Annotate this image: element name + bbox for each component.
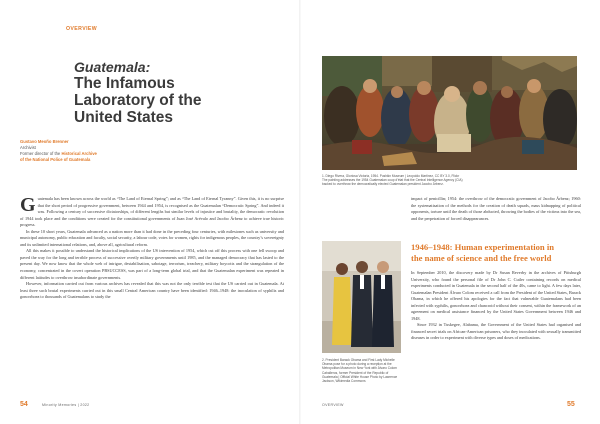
mural-caption: [322, 174, 577, 187]
footer-publication: Minority Memories | 2022: [42, 403, 90, 407]
title-line-1: Guatemala:: [74, 59, 151, 75]
paragraph-3: All this makes it possible to understand the historical implications of the US intervention of 1954, which cut off this process with one fell swoop and paved the way for the long and terrible process of successive overtly military governments until 1985, and the managed democracy that has lasted to the present day. We now know that the whole web of intrigue, destabilisation, sabotage, terrorism, treachery, military boycotts and the strangulation of the economy, concentrated in the covert operation PBSUCCESS, was part of a long-term global trial, and that the Guatemalan experiment was repeated in different latitudes to overthrow insubordinate governments.: [20, 248, 284, 280]
paragraph-2: In these 10 short years, Guatemala advanced as a nation more than it had done in the preceding four centuries, with milestones such as university and municipal autonomy, public education and faculty, social security, a labour code, votes for women, rights for indigenous peoples, the country’s sovereignty and its unlimited international relations, and, above all, agricultural reform.: [20, 228, 284, 247]
article-title: [74, 60, 244, 126]
mural-caption-line-3: backed to overthrow the democratically elected Guatemalan president Jacobo Árbenz.: [322, 182, 444, 187]
author-name: Gustavo Meoño Brenner: [20, 139, 69, 144]
author-block: [20, 139, 97, 163]
heading-line-1: 1946–1948: Human experimentation in: [411, 242, 554, 252]
right-body-text: [411, 270, 581, 342]
author-highlight-1: Historical Archive: [61, 151, 97, 156]
photo-caption: 2. President Barack Obama and First Lady Michelle Obama pose for a photo during a reception at the Metropolitan Museum in New York with Álvaro Colom Caballeros, former President of the Republic of Guatemala | Official White House Photo by Lawrence Jackson, Wikimedia Commons: [322, 358, 398, 384]
title-line-2: The Infamous: [74, 75, 175, 92]
author-former: Former director of the: [20, 151, 61, 156]
section-label: OVERVIEW: [66, 26, 98, 32]
section-heading: [411, 242, 581, 264]
obama-colom-photo: [322, 241, 401, 353]
heading-line-2: the name of science and the free world: [411, 253, 552, 263]
left-body-text: [20, 196, 284, 301]
paragraph-1-text: uatemala has been known across the world as “The Land of Eternal Spring”; and as “The Land of Eternal Tyranny”. Given this, it is no surprise that the short period of progressive government, between 1944 and 1954, is recognised as the Guatemalan “Democratic Spring”. And indeed it was. Following a century of successive dictatorships, of different lengths but similar levels of injustice and brutality, the democratic revolution of 1944 took place and the conditions were created for the constitutional governments of Juan José Arévalo and Jacobo Árbenz to achieve true historic progress.: [20, 196, 284, 228]
right-paragraph-2: Since 1932 in Tuskegee, Alabama, the Government of the United States had organised and financed secret trials on African-American prisoners, who they inoculated with sexually transmitted diseases in order to experiment with diverse types and doses of medications.: [411, 322, 581, 341]
footer-section: OVERVIEW: [322, 403, 344, 407]
page-number-right: 55: [567, 401, 575, 408]
author-role: Archivist: [20, 145, 36, 150]
photo-illustration: [322, 241, 401, 353]
mural-illustration: [322, 56, 577, 170]
author-highlight-2: of the National Police of Guatemala: [20, 157, 91, 162]
continued-paragraph: impact of penicillin; 1954: the overthrow of the democratic government of Jacobo Árbenz; 1960: the systematisation of the methods for the creation of death squads, mass kidnapping of political opponents, torture until the death of those abducted, throwing the bodies of the victims into the sea, and the perpetration of forced disappearances.: [411, 196, 581, 221]
paragraph-4: However, information carried out from various archives has revealed that this was not the only terrible test that the US carried out in Guatemala. At least three such brutal experiments carried out in this small Central American country have been identified: 1946–1948: the inoculation of syphilis and gonorrhoea to thousands of Guatemalans to study the: [20, 281, 284, 300]
page-number-left: 54: [20, 401, 28, 408]
title-line-3: Laboratory of the: [74, 92, 202, 109]
mural-caption-line-1: 1. Diego Rivera, Gloriosa Victoria, 1954. Pushkin Museum | Leopoldo Martinez, CC BY 3.0, Flickr: [322, 174, 460, 178]
drop-cap: G: [20, 194, 36, 216]
paragraph-1: [20, 196, 284, 229]
title-line-4: United States: [74, 109, 174, 126]
right-top-text: [411, 196, 581, 222]
mural-caption-line-2: The painting addresses the 1954 Guatemalan coup d’état that the Central Intelligence Agency (CIA): [322, 178, 463, 183]
mural-painting-image: [322, 56, 577, 170]
right-paragraph-1: In September 2010, the discovery made by Dr Susan Reverby in the archives of Pittsburgh University, who found the personal file of Dr John C. Cutler containing records on medical experiments conducted in Guatemala in the second half of the 40s, came to light. A few days later, Guatemalan President Álvaro Colom received a call from the President of the United States, Barack Obama, in which he offered his apologies for the fact that vulnerable Guatemalans had been infected with syphilis, gonorrhoea and chancroid without their consent, within the framework of an agreement on medical assistance financed by the United States Government between 1946 and 1948.: [411, 270, 581, 321]
